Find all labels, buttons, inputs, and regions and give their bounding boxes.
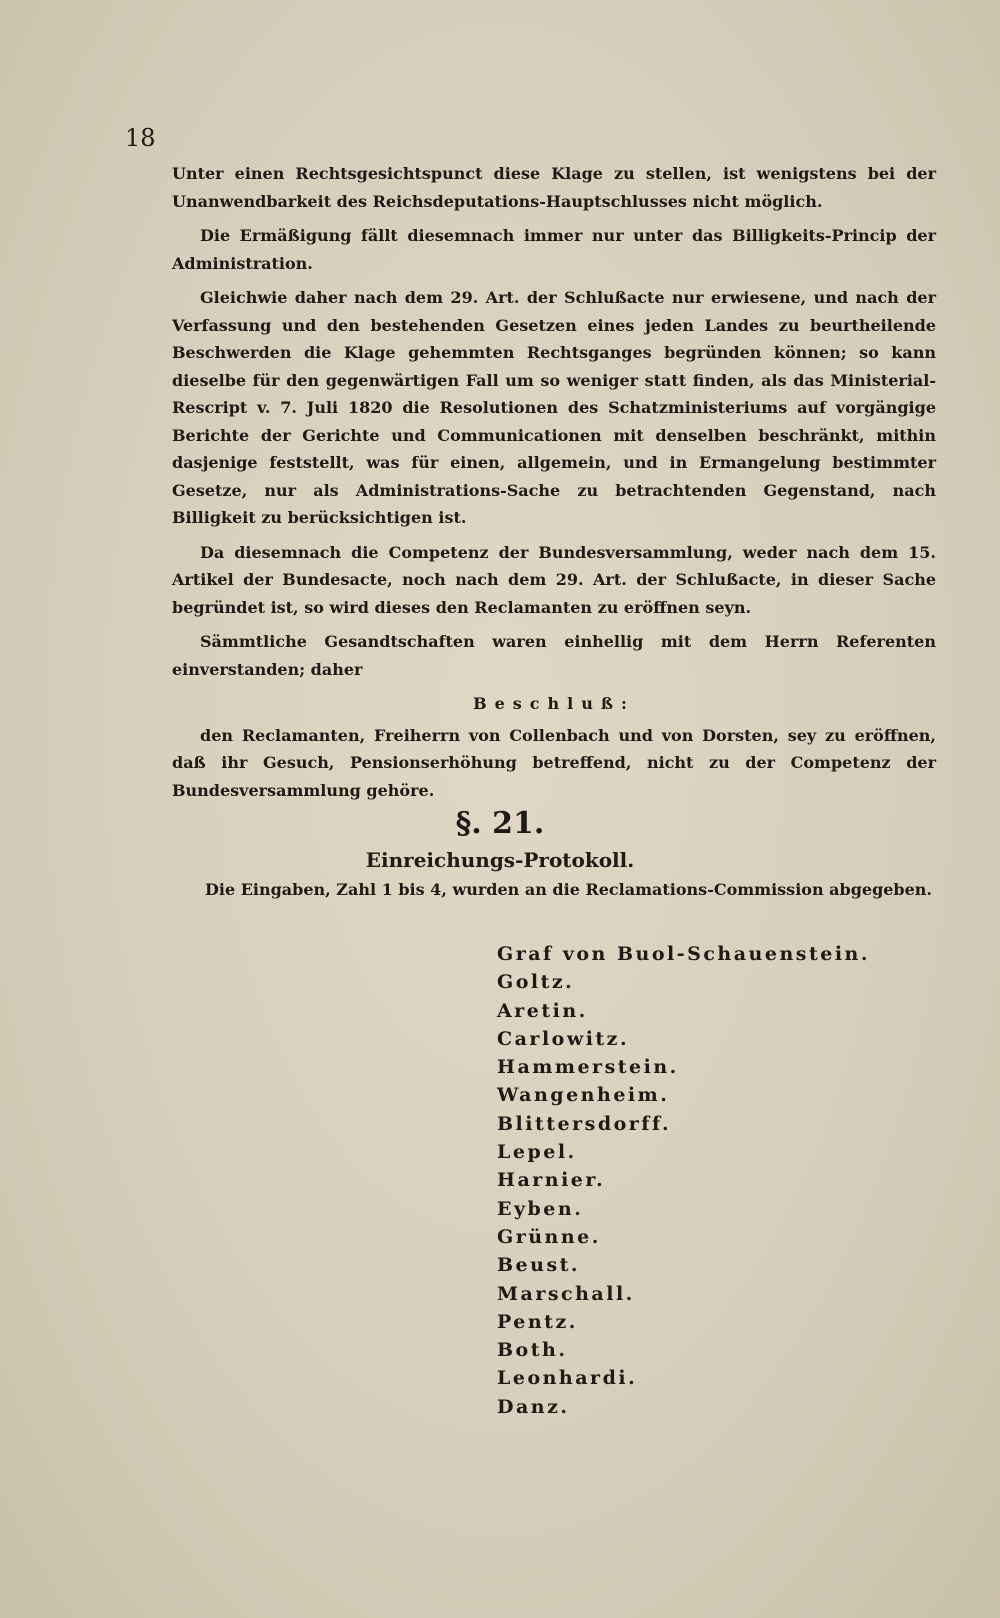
page-number: 18 bbox=[125, 124, 156, 152]
signatory: Leonhardi. bbox=[497, 1367, 638, 1390]
signatory: Lepel. bbox=[497, 1141, 577, 1164]
signatory: Blittersdorff. bbox=[497, 1112, 672, 1135]
signatory: Marschall. bbox=[497, 1282, 635, 1305]
beschluss-heading: Beschluß: bbox=[473, 694, 635, 713]
signatory: Harnier. bbox=[497, 1169, 606, 1192]
signatory: Danz. bbox=[497, 1395, 570, 1418]
signatory: Eyben. bbox=[497, 1197, 584, 1220]
signatory: Wangenheim. bbox=[497, 1084, 670, 1107]
signatory: Beust. bbox=[497, 1254, 581, 1277]
paragraph: Unter einen Rechtsgesichtspunct diese Klage zu stellen, ist wenigstens bei der Unanwendbarkeit des Reichsdeputations-Hauptschlusses nicht möglich. bbox=[172, 164, 936, 211]
eingaben-text: Die Eingaben, Zahl 1 bis 4, wurden an die Reclamations-Commission abgegeben. bbox=[205, 880, 932, 899]
paragraph: Gleichwie daher nach dem 29. Art. der Schlußacte nur erwiesene, und nach der Verfassung und den bestehenden Gesetzen eines jeden Landes zu beurtheilende Beschwerden die Klage gehemmten Rechtsganges begründen können; so kann dieselbe für den gegenwärtigen Fall um so weniger statt finden, als das Ministerial-Rescript v. 7. Juli 1820 die Resolutionen des Schatzministeriums auf vorgängige Berichte der Gerichte und Communicationen mit denselben beschränkt, mithin dasjenige feststellt, was für einen, allgemein, und in Ermangelung bestimmter Gesetze, nur als Administrations-Sache zu betrachtenden Gegenstand, nach Billigkeit zu berücksichtigen ist. bbox=[172, 288, 936, 527]
section-title: Einreichungs-Protokoll. bbox=[365, 848, 635, 872]
signatory: Goltz. bbox=[497, 971, 575, 994]
section-number: §. 21. bbox=[455, 806, 545, 841]
signatory: Pentz. bbox=[497, 1310, 578, 1333]
signatory: Graf von Buol-Schauenstein. bbox=[497, 943, 870, 965]
paragraph: Sämmtliche Gesandtschaften waren einhellig mit dem Herrn Referenten einverstanden; daher bbox=[172, 632, 936, 679]
paragraph: Da diesemnach die Competenz der Bundesversammlung, weder nach dem 15. Artikel der Bundesacte, noch nach dem 29. Art. der Schlußacte, in dieser Sache begründet ist, so wird dieses den Reclamanten zu eröffnen seyn. bbox=[172, 542, 936, 617]
signatory: Carlowitz. bbox=[497, 1027, 630, 1050]
signatory: Grünne. bbox=[497, 1225, 601, 1248]
beschluss-text: den Reclamanten, Freiherrn von Collenbach und von Dorsten, sey zu eröffnen, daß ihr Gesuch, Pensionserhöhung betreffend, nicht zu der Competenz der Bundesversammlung gehöre. bbox=[172, 725, 936, 800]
signatory: Aretin. bbox=[497, 999, 588, 1022]
body-text bbox=[172, 160, 936, 811]
paragraph: Die Ermäßigung fällt diesemnach immer nur unter das Billigkeits-Princip der Administration. bbox=[172, 226, 936, 273]
signatory: Hammerstein. bbox=[497, 1056, 679, 1079]
signatory: Both. bbox=[497, 1339, 568, 1362]
signatory-list bbox=[497, 940, 870, 1421]
